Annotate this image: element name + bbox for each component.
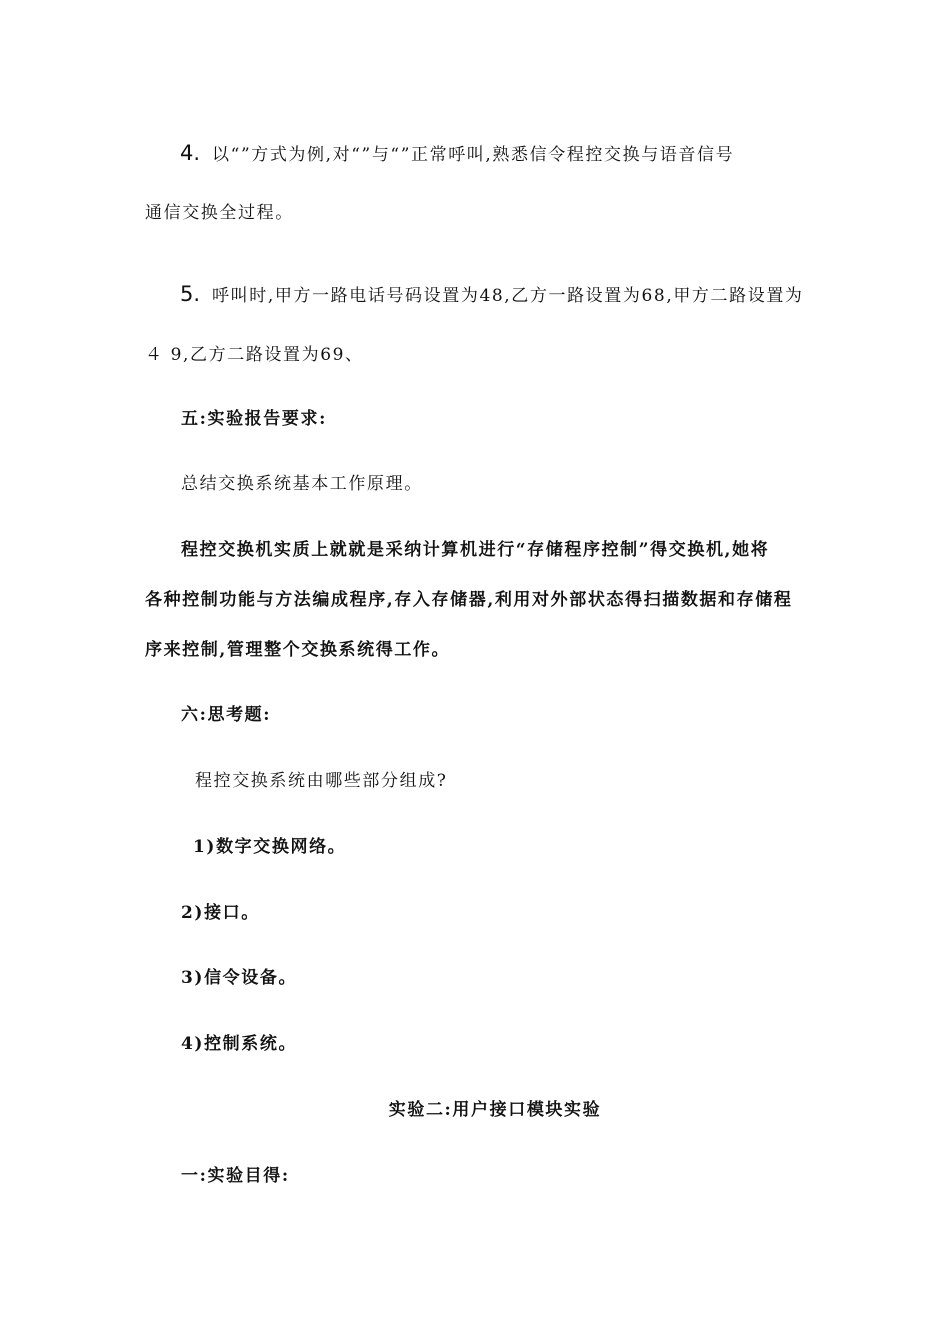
item-4-line-1	[180, 141, 734, 167]
answer-line-1: 程控交换机实质上就就是采纳计算机进行“存储程序控制”得交换机,她将	[181, 540, 770, 560]
answer-item-4: 4)控制系统。	[181, 1034, 298, 1054]
answer-item-2: 2)接口。	[181, 903, 260, 923]
answer-line-2: 各种控制功能与方法编成程序,存入存储器,利用对外部状态得扫描数据和存储程	[145, 590, 793, 610]
item-5-line-1	[180, 282, 804, 308]
item-5-line-2: ４ 9,乙方二路设置为69、	[145, 345, 364, 365]
item-4-line-2: 通信交换全过程。	[145, 203, 294, 223]
experiment-2-title: 实验二:用户接口模块实验	[388, 1100, 602, 1120]
answer-item-1: 1)数字交换网络。	[193, 837, 347, 857]
answer-item-3: 3)信令设备。	[181, 968, 298, 988]
item-5-number: 5.	[180, 282, 201, 306]
item-5-text: 呼叫时,甲方一路电话号码设置为48,乙方一路设置为68,甲方二路设置为	[212, 286, 804, 306]
section-6-heading: 六:思考题:	[181, 705, 272, 725]
section-1-heading: 一:实验目得:	[181, 1166, 290, 1186]
item-4-number: 4.	[180, 141, 201, 165]
item-4-text: 以“”方式为例,对“”与“”正常呼叫,熟悉信令程控交换与语音信号	[212, 145, 735, 165]
answer-line-3: 序来控制,管理整个交换系统得工作。	[145, 640, 451, 660]
section-5-body: 总结交换系统基本工作原理。	[181, 474, 423, 494]
section-5-heading: 五:实验报告要求:	[181, 409, 327, 429]
question-text: 程控交换系统由哪些部分组成?	[195, 771, 448, 791]
